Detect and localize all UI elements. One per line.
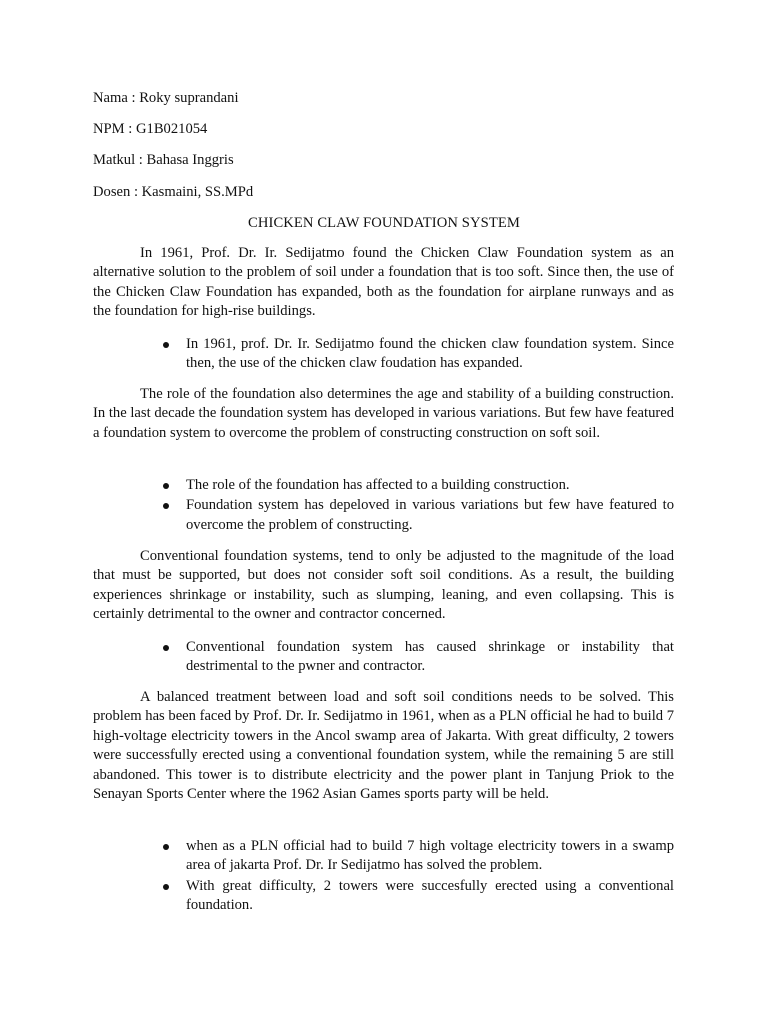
paragraph-3: Conventional foundation systems, tend to only be adjusted to the magnitude of the load that must be supported, but does not consider soft soil conditions. As a result, the building experiences shrinkage or instability, such as slumping, leaning, and even collapsing. This is certainly detrimental to the owner and contractor concerned.	[93, 548, 674, 623]
bullet-icon	[163, 884, 169, 890]
bullet-item	[93, 476, 674, 495]
bullet-text: when as a PLN official had to build 7 high voltage electricity towers in a swamp area of jakarta Prof. Dr. Ir Sedijatmo has solved the problem.	[186, 838, 674, 874]
bullet-text: Conventional foundation system has caused shrinkage or instability that destrimental to the pwner and contractor.	[186, 639, 674, 675]
bullet-item	[93, 877, 674, 916]
bullet-list-3	[93, 638, 674, 677]
course-name: Matkul : Bahasa Inggris	[93, 152, 234, 168]
bullet-icon	[163, 844, 169, 850]
paragraph-4: A balanced treatment between load and soft soil conditions needs to be solved. This problem has been faced by Prof. Dr. Ir. Sedijatmo in 1961, when as a PLN official he had to build 7 high-voltage electricity towers in the Ancol swamp area of Jakarta. With great difficulty, 2 towers were successfully erected using a conventional foundation system, while the remaining 5 are still abandoned. This tower is to distribute electricity and the power plant in Tanjung Priok to the Senayan Sports Center where the 1962 Asian Games sports party will be held.	[93, 689, 674, 803]
bullet-item	[93, 638, 674, 677]
bullet-item	[93, 335, 674, 374]
document-title: CHICKEN CLAW FOUNDATION SYSTEM	[248, 215, 520, 231]
paragraph-1: In 1961, Prof. Dr. Ir. Sedijatmo found the Chicken Claw Foundation system as an alternative solution to the problem of soil under a foundation that is too soft. Since then, the use of the Chicken Claw Foundation has expanded, both as the foundation for airplane runways and as the foundation for high-rise buildings.	[93, 245, 674, 320]
bullet-text: The role of the foundation has affected to a building construction.	[186, 477, 570, 493]
bullet-list-1	[93, 335, 674, 374]
bullet-text: With great difficulty, 2 towers were succesfully erected using a conventional foundation.	[186, 877, 674, 914]
bullet-text: In 1961, prof. Dr. Ir. Sedijatmo found the chicken claw foundation system. Since then, the use of the chicken claw foudation has expanded.	[186, 336, 674, 372]
bullet-icon	[163, 503, 169, 509]
bullet-item	[93, 496, 674, 535]
bullet-icon	[163, 645, 169, 651]
bullet-item	[93, 837, 674, 876]
student-npm: NPM : G1B021054	[93, 121, 208, 137]
bullet-icon	[163, 342, 169, 348]
paragraph-2: The role of the foundation also determines the age and stability of a building construction. In the last decade the foundation system has developed in various variations. But few have featured a foundation system to overcome the problem of constructing construction on soft soil.	[93, 386, 674, 441]
lecturer-name: Dosen : Kasmaini, SS.MPd	[93, 184, 254, 200]
bullet-list-2	[93, 476, 674, 535]
bullet-list-4	[93, 837, 674, 916]
bullet-icon	[163, 483, 169, 489]
bullet-text: Foundation system has depeloved in various variations but few have featured to overcome the problem of constructing.	[186, 497, 674, 533]
student-name: Nama : Roky suprandani	[93, 90, 239, 106]
